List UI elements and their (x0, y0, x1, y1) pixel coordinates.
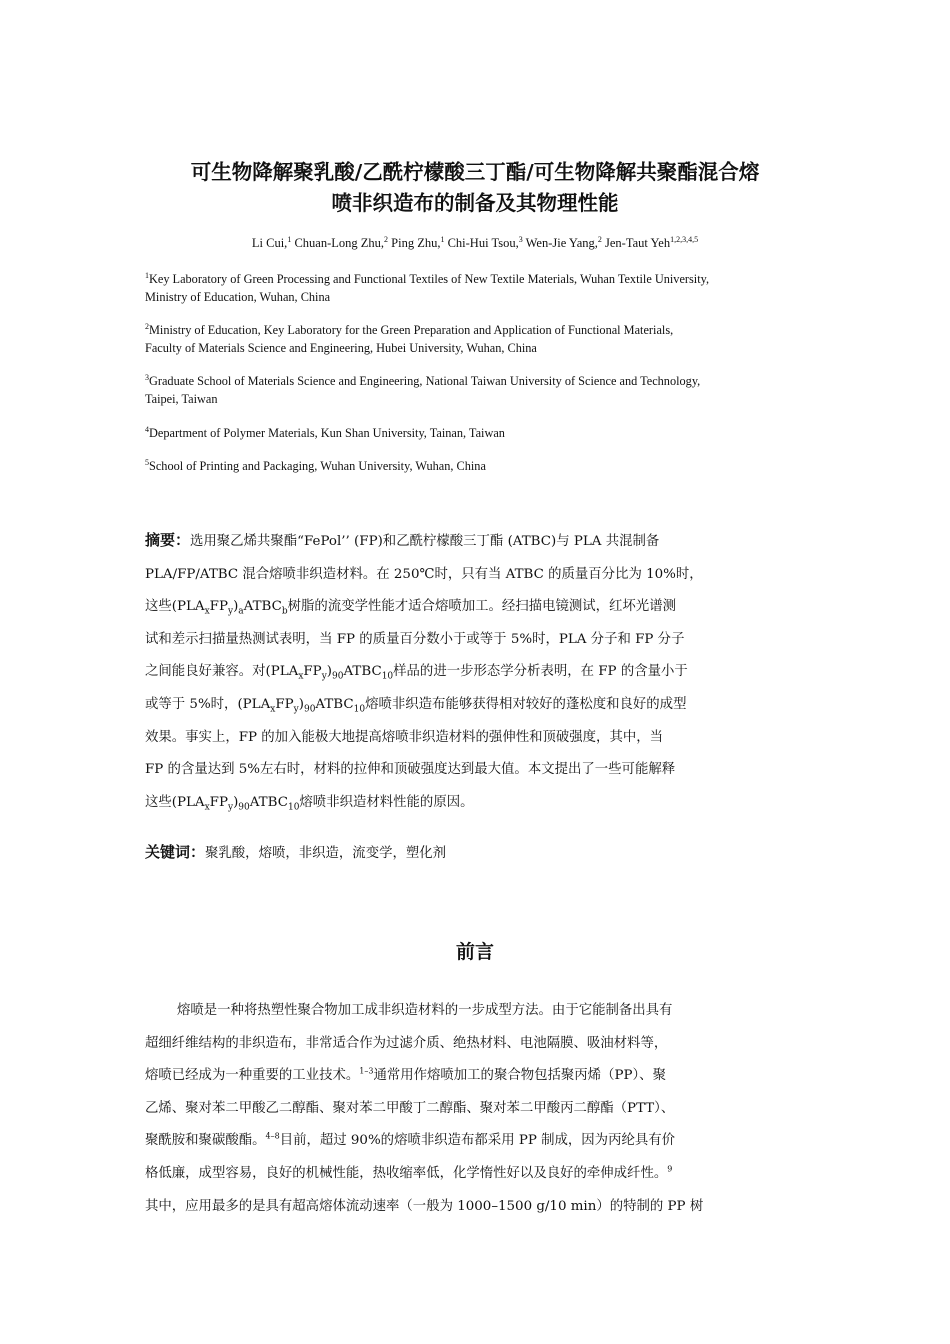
affiliation-3: $^3$Graduate School of Materials Science and Engineering, National Taiwan University of Science and Technology, Taipei, Taiwan (145, 372, 701, 406)
intro-line: 格低廉，成型容易，良好的机械性能，热收缩率低，化学惰性好以及良好的牵伸成纤性。$^9$ (145, 1164, 673, 1181)
keywords-label: 关键词： (145, 843, 206, 861)
author: Wen-Jie Yang,$^2$ (525, 234, 602, 250)
author: Jen-Taut Yeh$^{1,2,3,4,5}$ (605, 234, 699, 250)
title-line-2: 喷非织造布的制备及其物理性能 (331, 191, 619, 215)
paper-title (140, 157, 810, 219)
intro-line: 超细纤维结构的非织造布，非常适合作为过滤介质、绝热材料、电池隔膜、吸油材料等， (145, 1035, 668, 1051)
abstract (145, 524, 805, 819)
affiliation-4: $^4$Department of Polymer Materials, Kun Shan University, Tainan, Taiwan (145, 424, 505, 440)
intro-line: 熔喷是一种将热塑性聚合物加工成非织造材料的一步成型方法。由于它能制备出具有 (177, 1003, 673, 1018)
author: Chi-Hui Tsou,$^3$ (447, 234, 523, 250)
abstract-line: 这些$(PLA_xFP_y)_aATBC_b$树脂的流变学性能才适合熔喷加工。经扫描电镜测试，红坏光谱测 (145, 599, 676, 617)
abstract-line: 或等于 5%时，$(PLA_xFP_y)_{90}ATBC_{10}$熔喷非织造布能够获得相对较好的蓬松度和良好的成型 (145, 696, 687, 715)
keywords (145, 838, 805, 868)
intro-line: 其中，应用最多的是具有超高熔体流动速率（一般为 1000–1500 g/10 min）的特制的 PP 树 (145, 1198, 704, 1214)
author: Li Cui,$^1$ (251, 234, 292, 250)
citation: 4–8 (265, 1131, 280, 1141)
keywords-text: 聚乳酸，熔喷，非织造，流变学，塑化剂 (205, 846, 447, 861)
author-list (140, 234, 810, 252)
abstract-line: 这些$(PLA_xFP_y)_{90}ATBC_{10}$熔喷非织造材料性能的原因。 (145, 794, 474, 813)
title-line-1: 可生物降解聚乳酸/乙酰柠檬酸三丁酯/可生物降解共聚酯混合熔 (190, 160, 760, 184)
abstract-line: 试和差示扫描量热测试表明，当 FP 的质量百分数小于或等于 5%时，PLA 分子和 FP 分子 (145, 631, 685, 647)
intro-line: 熔喷已经成为一种重要的工业技术。$^{1-3}$通常用作熔喷加工的聚合物包括聚丙烯（PP）、聚 (145, 1066, 666, 1084)
author: Chuan-Long Zhu,$^2$ (294, 234, 389, 250)
citation: 9 (667, 1164, 673, 1174)
affiliation-5: $^5$School of Printing and Packaging, Wuhan University, Wuhan, China (145, 457, 486, 473)
section-heading-introduction: 前言 (455, 941, 494, 963)
affiliation-2: $^2$Ministry of Education, Key Laboratory for the Green Preparation and Application of Functional Materials, Faculty of Materials Science and Engineering, Hubei University, Wuhan, China (145, 321, 674, 355)
abstract-label: 摘要： (145, 531, 191, 549)
abstract-line: 摘要：选用聚乙烯共聚酯“FePol’’ (FP)和乙酰柠檬酸三丁酯 (ATBC)与 PLA 共混制备 (145, 531, 660, 549)
abstract-line: PLA/FP/ATBC 混合熔喷非织造材料。在 250℃时，只有当 ATBC 的质量百分比为 10%时， (145, 566, 703, 582)
abstract-line: 效果。事实上，FP 的加入能极大地提高熔喷非织造材料的强伸性和顶破强度，其中，当 (145, 729, 664, 745)
affiliation-1: $^1$Key Laboratory of Green Processing and Functional Textiles of New Textile Materials, Wuhan Textile University, Ministry of Education, Wuhan, China (145, 270, 710, 304)
abstract-line: FP 的含量达到 5%左右时，材料的拉伸和顶破强度达到最大值。本文提出了一些可能解释 (145, 762, 676, 778)
introduction-body (145, 995, 815, 1223)
citation: 1–3 (359, 1066, 374, 1076)
intro-line: 聚酰胺和聚碳酸酯。$^{4-8}$目前，超过 90%的熔喷非织造布都采用 PP 制成，因为丙纶具有价 (145, 1131, 676, 1149)
author: Ping Zhu,$^1$ (391, 234, 445, 250)
abstract-line: 之间能良好兼容。对$(PLA_xFP_y)_{90}ATBC_{10}$样品的进一步形态学分析表明，在 FP 的含量小于 (145, 664, 688, 683)
intro-line: 乙烯、聚对苯二甲酸乙二醇酯、聚对苯二甲酸丁二醇酯、聚对苯二甲酸丙二醇酯（PTT）、 (145, 1100, 675, 1116)
